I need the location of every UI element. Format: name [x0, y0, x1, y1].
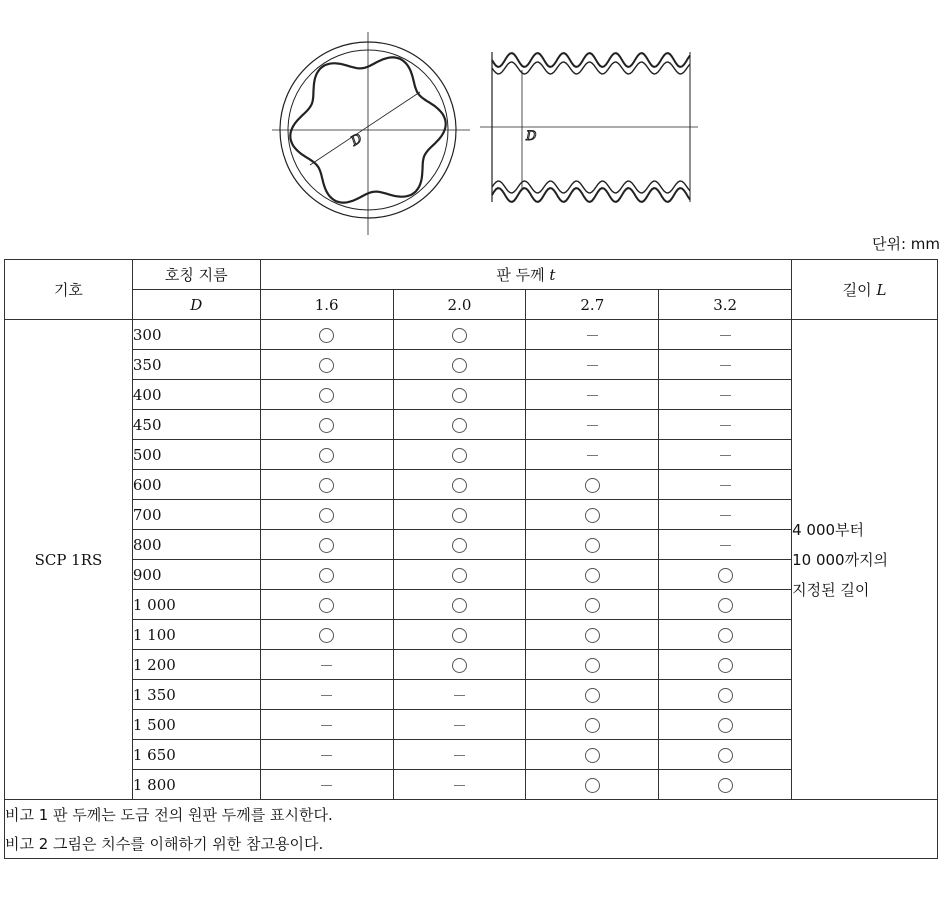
availability-cell [659, 530, 792, 560]
header-thickness-1: 1.6 [260, 290, 393, 320]
availability-cell [659, 410, 792, 440]
availability-cell [260, 590, 393, 620]
length-line: 10 000까지의 [792, 550, 889, 569]
availability-cell [526, 560, 659, 590]
availability-cell [526, 320, 659, 350]
unavailable-mark [587, 335, 598, 336]
unavailable-mark [720, 365, 731, 366]
availability-cell [393, 740, 526, 770]
available-mark [452, 328, 467, 343]
availability-cell [260, 710, 393, 740]
available-mark [718, 598, 733, 613]
availability-cell [393, 560, 526, 590]
available-mark [452, 448, 467, 463]
available-mark [585, 478, 600, 493]
available-mark [452, 388, 467, 403]
availability-cell [260, 560, 393, 590]
availability-cell [526, 350, 659, 380]
available-mark [718, 778, 733, 793]
available-mark [319, 508, 334, 523]
availability-cell [260, 620, 393, 650]
availability-cell [659, 350, 792, 380]
availability-cell [260, 440, 393, 470]
availability-cell [526, 410, 659, 440]
availability-cell [260, 500, 393, 530]
unavailable-mark [454, 725, 465, 726]
unavailable-mark [720, 455, 731, 456]
available-mark [585, 688, 600, 703]
diameter-cell: 600 [132, 470, 260, 500]
unavailable-mark [720, 395, 731, 396]
availability-cell [393, 440, 526, 470]
availability-cell [659, 470, 792, 500]
available-mark [452, 358, 467, 373]
diameter-cell: 800 [132, 530, 260, 560]
availability-cell [659, 680, 792, 710]
availability-cell [659, 500, 792, 530]
availability-cell [526, 470, 659, 500]
length-line: 4 000부터 [792, 520, 865, 539]
diameter-cell: 1 800 [132, 770, 260, 800]
diameter-cell: 1 500 [132, 710, 260, 740]
header-length [792, 260, 938, 320]
availability-cell [260, 740, 393, 770]
unavailable-mark [321, 725, 332, 726]
availability-cell [526, 770, 659, 800]
header-length-symbol: L [876, 281, 887, 299]
availability-cell [526, 380, 659, 410]
available-mark [452, 658, 467, 673]
unavailable-mark [720, 515, 731, 516]
available-mark [452, 628, 467, 643]
available-mark [718, 628, 733, 643]
availability-cell [659, 590, 792, 620]
availability-cell [393, 350, 526, 380]
availability-cell [659, 710, 792, 740]
available-mark [718, 688, 733, 703]
corrugated-pipe-figure [270, 30, 700, 240]
header-length-label: 길이 [842, 281, 872, 299]
header-nominal-diameter: 호칭 지름 [132, 260, 260, 290]
available-mark [319, 598, 334, 613]
availability-cell [393, 380, 526, 410]
availability-cell [393, 620, 526, 650]
availability-cell [393, 770, 526, 800]
spec-table-body [5, 320, 938, 859]
diameter-cell: 1 350 [132, 680, 260, 710]
available-mark [452, 568, 467, 583]
unavailable-mark [454, 695, 465, 696]
header-thickness-label: 판 두께 [496, 266, 545, 284]
available-mark [718, 718, 733, 733]
availability-cell [526, 620, 659, 650]
unavailable-mark [321, 665, 332, 666]
header-thickness-2: 2.0 [393, 290, 526, 320]
pipe-drawing [270, 30, 700, 240]
availability-cell [526, 530, 659, 560]
availability-cell [393, 530, 526, 560]
availability-cell [659, 380, 792, 410]
unavailable-mark [720, 425, 731, 426]
diameter-cell: 1 000 [132, 590, 260, 620]
availability-cell [393, 320, 526, 350]
availability-cell [526, 440, 659, 470]
note-row [5, 800, 938, 830]
diameter-cell: 300 [132, 320, 260, 350]
availability-cell [260, 380, 393, 410]
availability-cell [659, 440, 792, 470]
diameter-cell: 450 [132, 410, 260, 440]
unavailable-mark [321, 755, 332, 756]
available-mark [319, 448, 334, 463]
available-mark [319, 358, 334, 373]
diameter-cell: 400 [132, 380, 260, 410]
availability-cell [393, 710, 526, 740]
available-mark [452, 478, 467, 493]
available-mark [319, 328, 334, 343]
availability-cell [260, 650, 393, 680]
table-row [5, 320, 938, 350]
availability-cell [526, 740, 659, 770]
header-symbol: 기호 [5, 260, 133, 320]
end-view-dimension-label: D [348, 131, 366, 150]
availability-cell [526, 650, 659, 680]
availability-cell [659, 740, 792, 770]
availability-cell [393, 590, 526, 620]
pipe-end-view [272, 32, 470, 235]
available-mark [452, 508, 467, 523]
available-mark [319, 568, 334, 583]
availability-cell [260, 680, 393, 710]
header-thickness [260, 260, 791, 290]
availability-cell [393, 500, 526, 530]
availability-cell [659, 320, 792, 350]
availability-cell [393, 680, 526, 710]
available-mark [585, 658, 600, 673]
availability-cell [393, 470, 526, 500]
available-mark [585, 748, 600, 763]
availability-cell [393, 410, 526, 440]
available-mark [319, 478, 334, 493]
available-mark [585, 778, 600, 793]
unit-label: 단위: mm [871, 235, 940, 253]
unavailable-mark [454, 785, 465, 786]
availability-cell [260, 470, 393, 500]
symbol-cell: SCP 1RS [5, 320, 133, 800]
note-row [5, 829, 938, 859]
available-mark [585, 538, 600, 553]
unavailable-mark [587, 425, 598, 426]
unavailable-mark [720, 335, 731, 336]
available-mark [319, 388, 334, 403]
diameter-cell: 350 [132, 350, 260, 380]
note-text: 비고 1 판 두께는 도금 전의 원판 두께를 표시한다. [5, 800, 938, 830]
pipe-side-view [480, 52, 698, 202]
available-mark [452, 418, 467, 433]
available-mark [585, 628, 600, 643]
availability-cell [260, 320, 393, 350]
availability-cell [526, 710, 659, 740]
availability-cell [260, 410, 393, 440]
availability-cell [260, 530, 393, 560]
availability-cell [659, 620, 792, 650]
availability-cell [260, 770, 393, 800]
available-mark [585, 718, 600, 733]
header-thickness-symbol: t [549, 266, 556, 284]
available-mark [585, 568, 600, 583]
available-mark [319, 628, 334, 643]
available-mark [585, 598, 600, 613]
available-mark [452, 538, 467, 553]
available-mark [319, 418, 334, 433]
available-mark [718, 748, 733, 763]
header-diameter-symbol: D [132, 290, 260, 320]
availability-cell [659, 650, 792, 680]
availability-cell [526, 500, 659, 530]
side-view-dimension-label: D [526, 129, 537, 144]
unavailable-mark [720, 485, 731, 486]
available-mark [585, 508, 600, 523]
length-cell [792, 320, 938, 800]
availability-cell [260, 350, 393, 380]
availability-cell [659, 560, 792, 590]
note-text: 비고 2 그림은 치수를 이해하기 위한 참고용이다. [5, 829, 938, 859]
availability-cell [393, 650, 526, 680]
header-thickness-3: 2.7 [526, 290, 659, 320]
available-mark [452, 598, 467, 613]
unavailable-mark [587, 395, 598, 396]
unavailable-mark [454, 755, 465, 756]
unavailable-mark [720, 545, 731, 546]
unavailable-mark [321, 695, 332, 696]
diameter-cell: 700 [132, 500, 260, 530]
diameter-cell: 500 [132, 440, 260, 470]
header-thickness-4: 3.2 [659, 290, 792, 320]
diameter-cell: 1 200 [132, 650, 260, 680]
unavailable-mark [587, 365, 598, 366]
unavailable-mark [587, 455, 598, 456]
diameter-cell: 1 100 [132, 620, 260, 650]
diameter-cell: 900 [132, 560, 260, 590]
diameter-cell: 1 650 [132, 740, 260, 770]
length-line: 지정된 길이 [792, 580, 870, 599]
available-mark [718, 568, 733, 583]
availability-cell [526, 590, 659, 620]
availability-cell [526, 680, 659, 710]
available-mark [319, 538, 334, 553]
spec-table [4, 259, 938, 859]
unavailable-mark [321, 785, 332, 786]
available-mark [718, 658, 733, 673]
availability-cell [659, 770, 792, 800]
